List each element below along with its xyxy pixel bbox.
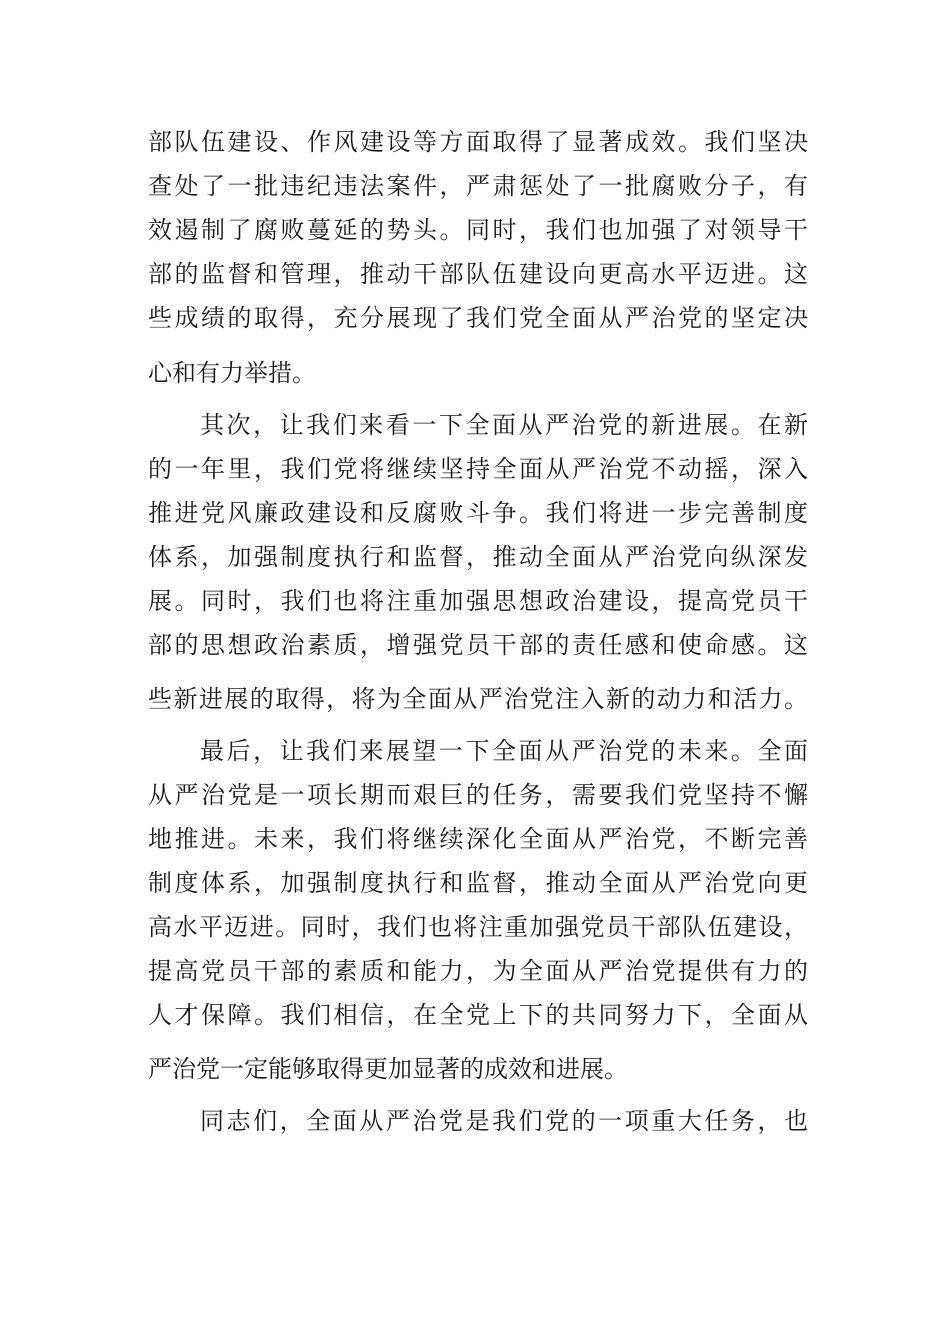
text-line: 人才保障。我们相信，在全党上下的共同努力下，全面从 — [148, 1001, 808, 1029]
text-line: 展。同时，我们也将注重加强思想政治建设，提高党员干 — [148, 587, 808, 615]
text-line: 地推进。未来，我们将继续深化全面从严治党，不断完善 — [148, 825, 808, 853]
text-line: 的一年里，我们党将继续坚持全面从严治党不动摇，深入 — [148, 455, 808, 483]
text-line: 从严治党是一项长期而艰巨的任务，需要我们党坚持不懈 — [148, 781, 808, 809]
text-line: 同志们，全面从严治党是我们党的一项重大任务，也 — [200, 1107, 808, 1135]
text-line: 部的思想政治素质，增强党员干部的责任感和使命感。这 — [148, 631, 808, 659]
text-line: 制度体系，加强制度执行和监督，推动全面从严治党向更 — [148, 869, 808, 897]
text-line: 高水平迈进。同时，我们也将注重加强党员干部队伍建设， — [148, 913, 808, 941]
text-line: 效遏制了腐败蔓延的势头。同时，我们也加强了对领导干 — [148, 216, 808, 244]
text-line: 部的监督和管理，推动干部队伍建设向更高水平迈进。这 — [148, 260, 808, 288]
text-line: 推进党风廉政建设和反腐败斗争。我们将进一步完善制度 — [148, 499, 808, 527]
text-line: 体系，加强制度执行和监督，推动全面从严治党向纵深发 — [148, 543, 808, 571]
text-line: 严治党一定能够取得更加显著的成效和进展。 — [148, 1055, 628, 1083]
text-line: 些成绩的取得，充分展现了我们党全面从严治党的坚定决 — [148, 304, 808, 332]
text-line: 心和有力举措。 — [148, 359, 316, 387]
text-line: 部队伍建设、作风建设等方面取得了显著成效。我们坚决 — [148, 128, 808, 156]
text-line: 其次，让我们来看一下全面从严治党的新进展。在新 — [200, 411, 808, 439]
text-line: 提高党员干部的素质和能力，为全面从严治党提供有力的 — [148, 957, 808, 985]
text-line: 些新进展的取得，将为全面从严治党注入新的动力和活力。 — [148, 685, 808, 713]
text-line: 查处了一批违纪违法案件，严肃惩处了一批腐败分子，有 — [148, 172, 808, 200]
text-line: 最后，让我们来展望一下全面从严治党的未来。全面 — [200, 737, 808, 765]
